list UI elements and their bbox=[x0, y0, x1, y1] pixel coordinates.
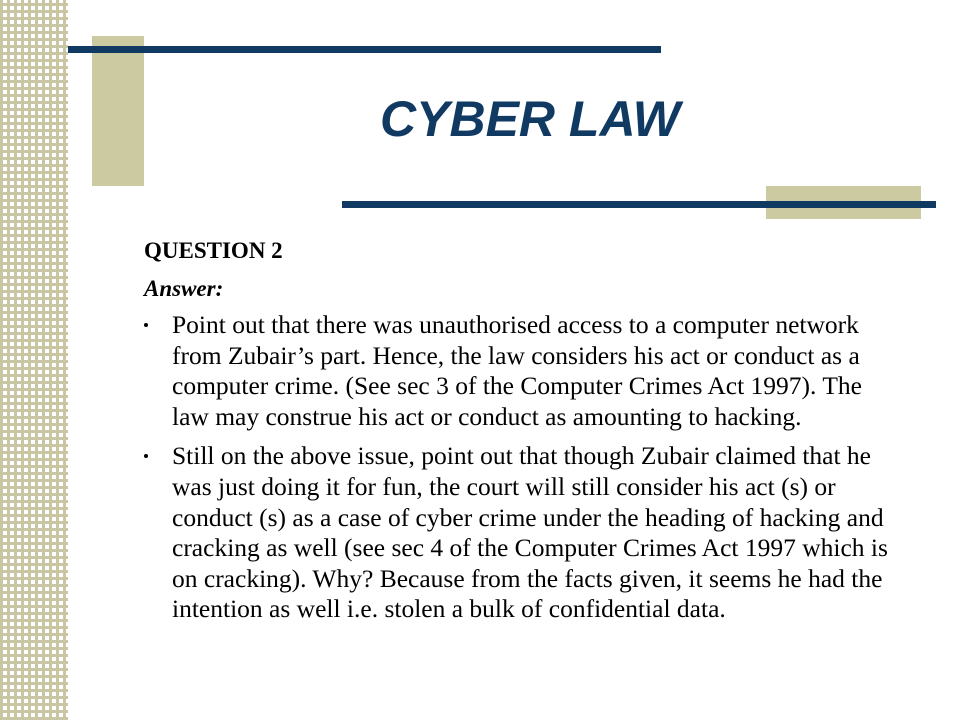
bullet-dot-icon bbox=[144, 454, 148, 458]
bullet-dot-icon bbox=[144, 323, 148, 327]
bullet-item bbox=[144, 441, 904, 625]
decorative-rule-top bbox=[68, 46, 661, 53]
slide-body bbox=[144, 236, 904, 634]
bullet-item bbox=[144, 310, 904, 432]
slide-title: CYBER LAW bbox=[380, 91, 680, 147]
answer-bullet-list bbox=[144, 310, 904, 625]
decorative-rule-bottom bbox=[342, 201, 936, 208]
answer-label: Answer: bbox=[144, 276, 224, 301]
question-heading: QUESTION 2 bbox=[144, 238, 283, 263]
bullet-text: Point out that there was unauthorised access to a computer network from Zubair’s part. Hence, the law considers his act or conduct as a computer crime. (See sec 3 of the Computer Crimes Act 1997). The law may construe his act or conduct as amounting to hacking. bbox=[172, 310, 862, 431]
bullet-text: Still on the above issue, point out that though Zubair claimed that he was just doing it for fun, the court will still consider his act (s) or conduct (s) as a case of cyber crime under the heading of hacking and cracking as well (see sec 4 of the Computer Crimes Act 1997 which is on cracking). Why? Because from the facts given, it seems he had the intention as well i.e. stolen a bulk of confidential data. bbox=[172, 441, 888, 624]
